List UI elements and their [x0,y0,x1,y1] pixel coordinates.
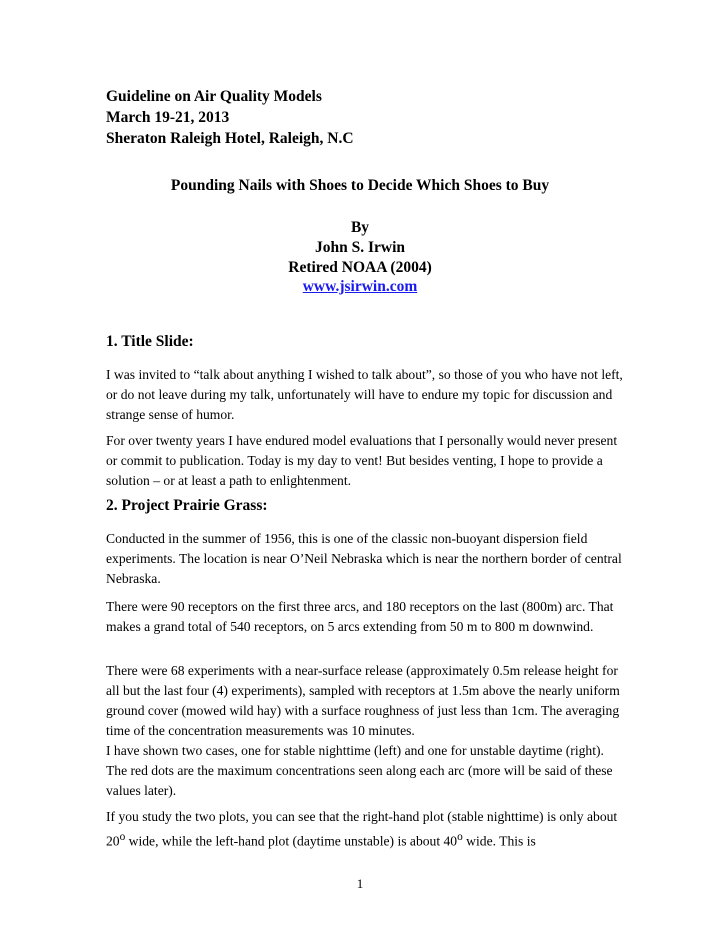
author-name: John S. Irwin [314,239,406,256]
section-1-paragraph-2: For over twenty years I have endured model evaluations that I personally would never present or commit to publication. Today is my day to vent! But besides venting, I hope to provide a solution – or at least a path to enlightenment. [106,433,618,488]
by-line: By [350,219,370,236]
page-number: 1 [356,876,364,891]
section-2-paragraph-1: Conducted in the summer of 1956, this is one of the classic non-buoyant dispersion field experiments. The location is near O’Neil Nebraska which is near the northern border of central Nebraska. [106,531,622,586]
section-2-paragraph-4: I have shown two cases, one for stable nighttime (left) and one for unstable daytime (right). The red dots are the maximum concentrations seen along each arc (more will be said of these values later). [106,743,613,798]
conference-title: Guideline on Air Quality Models [106,88,322,105]
conference-dates: March 19-21, 2013 [106,109,230,126]
section-2-paragraph-2: There were 90 receptors on the first three arcs, and 180 receptors on the last (800m) arc. That makes a grand total of 540 receptors, on 5 arcs extending from 50 m to 800 m downwind. [106,599,614,634]
paper-title: Pounding Nails with Shoes to Decide Which Shoes to Buy [170,177,550,194]
section-2-paragraph-5: If you study the two plots, you can see that the right-hand plot (stable nighttime) is only about 20$^o$ wide, while the left-hand plot (daytime unstable) is about 40$^o$ wide. This is [106,809,618,849]
section-2-paragraph-3: There were 68 experiments with a near-surface release (approximately 0.5m release height for all but the last four (4) experiments), sampled with receptors at 1.5m above the nearly uniform ground cover (mowed wild hay) with a surface roughness of just less than 1cm. The averaging time of the concentration measurements was 10 minutes. [106,663,620,738]
section-1-paragraph-1: I was invited to “talk about anything I wished to talk about”, so those of you who have not left, or do not leave during my talk, unfortunately will have to endure my topic for discussion and strange sense of humor. [106,367,623,422]
author-affiliation: Retired NOAA (2004) [288,259,432,276]
conference-venue: Sheraton Raleigh Hotel, Raleigh, N.C [106,130,354,147]
conference-header [106,86,626,149]
section-2-heading: 2. Project Prairie Grass: [106,497,268,514]
section-1-heading: 1. Title Slide: [106,333,194,350]
author-website-link[interactable]: www.jsirwin.com [302,278,418,295]
